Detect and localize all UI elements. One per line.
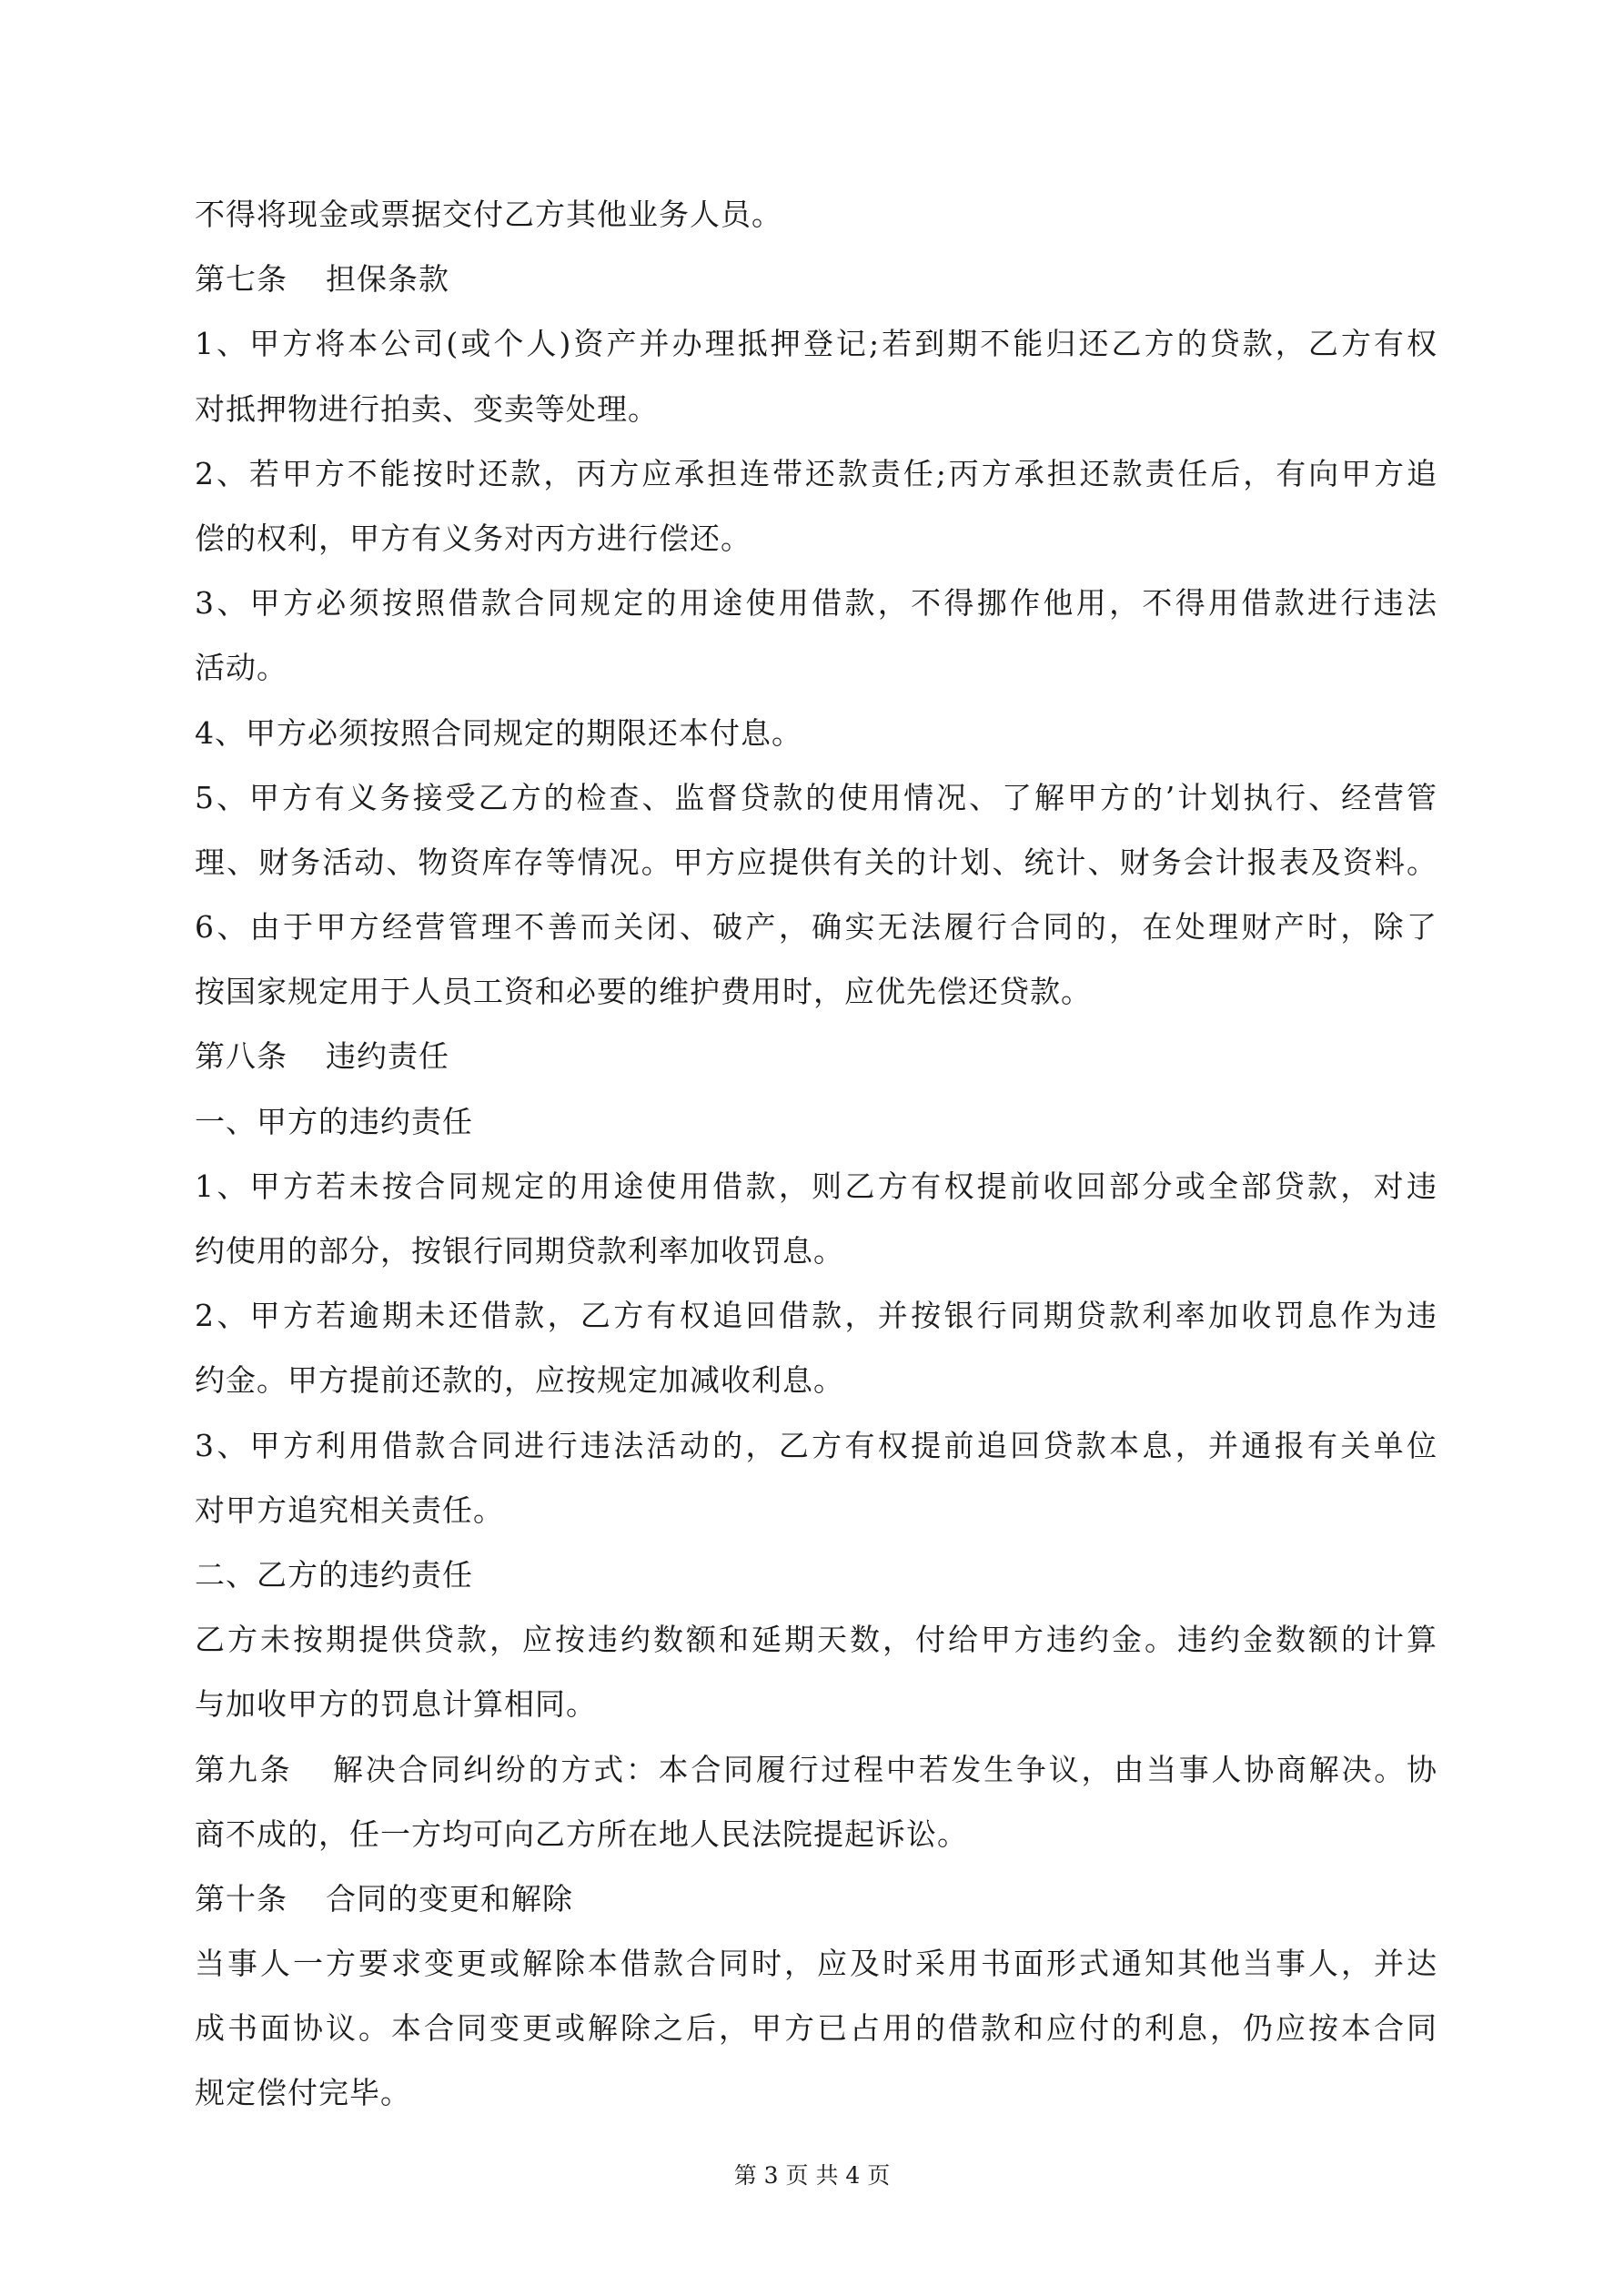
paragraph-line: 不得将现金或票据交付乙方其他业务人员。	[195, 197, 782, 232]
article-10-heading	[195, 1879, 1437, 1919]
paragraph-line: 5、甲方有义务接受乙方的检查、监督贷款的使用情况、了解甲方的’计划执行、经营管	[195, 779, 1437, 815]
article-number: 第十条	[195, 1880, 287, 1917]
article-number: 第九条	[195, 1751, 293, 1787]
paragraph-line: 4、甲方必须按照合同规定的期限还本付息。	[195, 714, 802, 751]
section-heading: 二、乙方的违约责任	[195, 1556, 473, 1593]
paragraph-line: 3、甲方必须按照借款合同规定的用途使用借款，不得挪作他用，不得用借款进行违法	[195, 585, 1437, 622]
article-9-line	[195, 1750, 1437, 1790]
article-text: 解决合同纠纷的方式：本合同履行过程中若发生争议，由当事人协商解决。协	[330, 1751, 1437, 1787]
article-number: 第七条	[195, 261, 287, 298]
paragraph-line: 3、甲方利用借款合同进行违法活动的，乙方有权提前追回贷款本息，并通报有关单位	[195, 1427, 1437, 1463]
paragraph-line: 对抵押物进行拍卖、变卖等处理。	[195, 390, 659, 427]
document-body	[195, 195, 1437, 2139]
paragraph-line: 商不成的，任一方均可向乙方所在地人民法院提起诉讼。	[195, 1816, 968, 1852]
paragraph-line: 偿的权利，甲方有义务对丙方进行偿还。	[195, 520, 751, 556]
paragraph-line: 2、若甲方不能按时还款，丙方应承担连带还款责任;丙方承担还款责任后，有向甲方追	[195, 455, 1437, 491]
paragraph-line: 规定偿付完毕。	[195, 2075, 411, 2111]
article-title: 违约责任	[326, 1038, 449, 1075]
paragraph-line: 按国家规定用于人员工资和必要的维护费用时，应优先偿还贷款。	[195, 974, 1092, 1010]
section-heading: 一、甲方的违约责任	[195, 1103, 473, 1139]
paragraph-line: 6、由于甲方经营管理不善而关闭、破产，确实无法履行合同的，在处理财产时，除了	[195, 909, 1437, 946]
paragraph-line: 与加收甲方的罚息计算相同。	[195, 1686, 597, 1723]
article-number: 第八条	[195, 1038, 287, 1075]
article-8-heading	[195, 1037, 1437, 1077]
article-7-heading	[195, 259, 1437, 299]
paragraph-line: 约金。甲方提前还款的，应按规定加减收利息。	[195, 1362, 844, 1399]
paragraph-line: 1、甲方将本公司(或个人)资产并办理抵押登记;若到期不能归还乙方的贷款，乙方有权	[195, 326, 1437, 362]
paragraph-line: 2、甲方若逾期未还借款，乙方有权追回借款，并按银行同期贷款利率加收罚息作为违	[195, 1298, 1437, 1334]
paragraph-line: 乙方未按期提供贷款，应按违约数额和延期天数，付给甲方违约金。违约金数额的计算	[195, 1622, 1437, 1658]
paragraph-line: 对甲方追究相关责任。	[195, 1492, 504, 1528]
paragraph-line: 约使用的部分，按银行同期贷款利率加收罚息。	[195, 1233, 844, 1269]
paragraph-line: 理、财务活动、物资库存等情况。甲方应提供有关的计划、统计、财务会计报表及资料。	[195, 844, 1437, 880]
article-title: 合同的变更和解除	[326, 1880, 573, 1917]
paragraph-line: 成书面协议。本合同变更或解除之后，甲方已占用的借款和应付的利息，仍应按本合同	[195, 2010, 1437, 2047]
article-title: 担保条款	[326, 261, 449, 298]
paragraph-line: 1、甲方若未按合同规定的用途使用借款，则乙方有权提前收回部分或全部贷款，对违	[195, 1168, 1437, 1204]
page-number-footer: 第 3 页 共 4 页	[733, 2162, 891, 2189]
paragraph-line: 活动。	[195, 650, 287, 686]
paragraph-line: 当事人一方要求变更或解除本借款合同时，应及时采用书面形式通知其他当事人，并达	[195, 1946, 1437, 1982]
